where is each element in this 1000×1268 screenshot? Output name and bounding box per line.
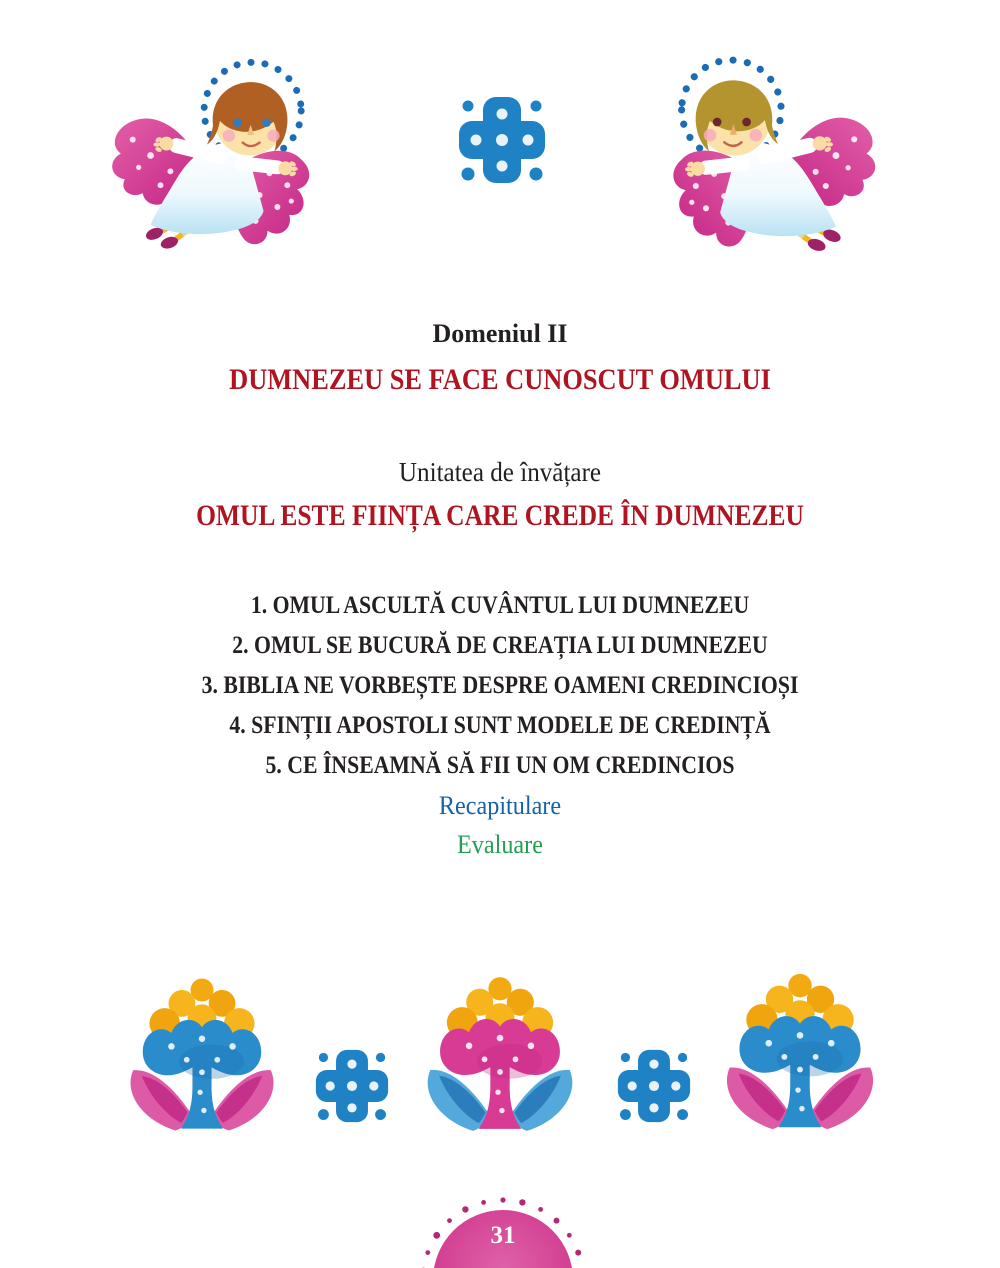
angel-right-icon — [660, 54, 886, 252]
lesson-list — [0, 586, 1000, 786]
domain-label: Domeniul II — [432, 319, 568, 348]
unit-label: Unitatea de învățare — [398, 457, 602, 487]
lesson-item: 4. SFINȚII APOSTOLI SUNT MODELE DE CREDINȚĂ — [229, 712, 771, 739]
lesson-item: 5. CE ÎNSEAMNĂ SĂ FII UN OM CREDINCIOS — [265, 752, 735, 779]
flower-blue-icon — [712, 969, 888, 1135]
recapitulare-label: Recapitulare — [438, 791, 562, 820]
lesson-item: 3. BIBLIA NE VORBEȘTE DESPRE OAMENI CREDINCIOȘI — [201, 672, 799, 699]
flower-pink-icon — [413, 972, 587, 1137]
domain-title: DUMNEZEU SE FACE CUNOSCUT OMULUI — [229, 363, 771, 396]
holy-cross-icon — [611, 1044, 697, 1128]
angel-left-icon — [103, 56, 321, 250]
flower-blue-icon — [116, 973, 288, 1137]
holy-cross-icon — [309, 1044, 395, 1128]
lesson-item: 2. OMUL SE BUCURĂ DE CREAȚIA LUI DUMNEZEU — [232, 632, 768, 659]
evaluare-label: Evaluare — [457, 830, 543, 859]
unit-title: OMUL ESTE FIINȚA CARE CREDE ÎN DUMNEZEU — [196, 499, 804, 532]
lesson-item: 1. OMUL ASCULTĂ CUVÂNTUL LUI DUMNEZEU — [250, 592, 750, 619]
page-number: 31 — [490, 1222, 516, 1249]
holy-cross-icon — [451, 90, 553, 190]
